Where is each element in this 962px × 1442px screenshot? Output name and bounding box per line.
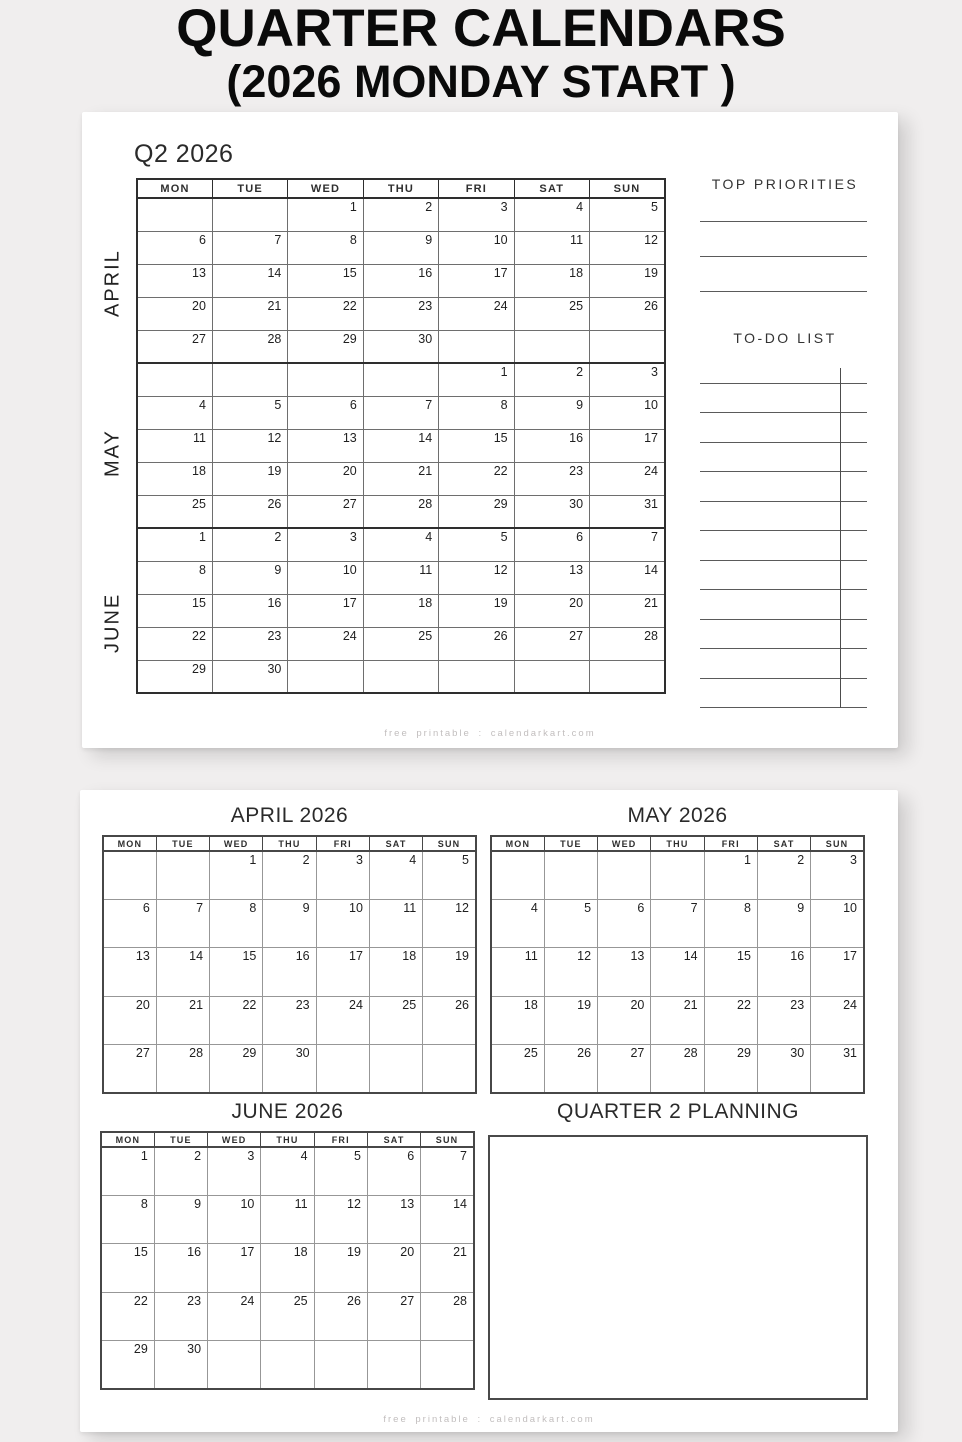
day-cell: 6 xyxy=(288,396,363,429)
weekday-header: TUE xyxy=(212,179,287,198)
empty-day-cell xyxy=(208,1341,261,1389)
day-cell: 3 xyxy=(208,1147,261,1195)
day-cell: 26 xyxy=(212,495,287,528)
writing-line xyxy=(700,679,867,709)
day-cell: 13 xyxy=(598,948,651,996)
day-cell: 17 xyxy=(439,264,514,297)
day-cell: 12 xyxy=(423,899,476,947)
day-cell: 4 xyxy=(514,198,589,231)
empty-day-cell xyxy=(363,363,438,396)
day-cell: 1 xyxy=(137,528,212,561)
writing-line xyxy=(700,222,867,257)
day-cell: 10 xyxy=(439,231,514,264)
day-cell: 27 xyxy=(367,1292,420,1340)
day-cell: 5 xyxy=(314,1147,367,1195)
day-cell: 22 xyxy=(210,996,263,1044)
day-cell: 24 xyxy=(316,996,369,1044)
day-cell: 17 xyxy=(208,1244,261,1292)
day-cell: 30 xyxy=(363,330,438,363)
day-cell: 11 xyxy=(369,899,422,947)
day-cell: 27 xyxy=(103,1045,156,1093)
empty-day-cell xyxy=(212,198,287,231)
day-cell: 8 xyxy=(137,561,212,594)
writing-line xyxy=(700,620,867,650)
day-cell: 13 xyxy=(288,429,363,462)
day-cell: 15 xyxy=(137,594,212,627)
weekday-header: FRI xyxy=(439,179,514,198)
day-cell: 3 xyxy=(590,363,665,396)
day-cell: 23 xyxy=(363,297,438,330)
day-cell: 28 xyxy=(421,1292,474,1340)
day-cell: 6 xyxy=(103,899,156,947)
day-cell: 11 xyxy=(514,231,589,264)
day-cell: 9 xyxy=(363,231,438,264)
empty-day-cell xyxy=(367,1341,420,1389)
q2-calendar-grid xyxy=(136,178,666,694)
weekday-header: SAT xyxy=(514,179,589,198)
day-cell: 16 xyxy=(757,948,810,996)
day-cell: 27 xyxy=(598,1045,651,1093)
day-cell: 6 xyxy=(514,528,589,561)
day-cell: 1 xyxy=(704,851,757,899)
june-mini-title: JUNE 2026 xyxy=(231,1100,344,1123)
day-cell: 9 xyxy=(212,561,287,594)
day-cell: 1 xyxy=(439,363,514,396)
day-cell: 7 xyxy=(156,899,209,947)
empty-day-cell xyxy=(651,851,704,899)
day-cell: 7 xyxy=(212,231,287,264)
monthly-sheet xyxy=(80,790,898,1432)
day-cell: 13 xyxy=(137,264,212,297)
day-cell: 19 xyxy=(314,1244,367,1292)
empty-day-cell xyxy=(137,198,212,231)
day-cell: 23 xyxy=(212,627,287,660)
day-cell: 16 xyxy=(212,594,287,627)
day-cell: 24 xyxy=(288,627,363,660)
weekday-header: THU xyxy=(263,836,316,851)
day-cell: 16 xyxy=(263,948,316,996)
day-cell: 19 xyxy=(212,462,287,495)
day-cell: 3 xyxy=(439,198,514,231)
day-cell: 5 xyxy=(590,198,665,231)
empty-day-cell xyxy=(598,851,651,899)
day-cell: 3 xyxy=(288,528,363,561)
day-cell: 30 xyxy=(154,1341,207,1389)
may-mini-title: MAY 2026 xyxy=(627,804,728,827)
quarter-planning-box xyxy=(488,1135,868,1400)
day-cell: 5 xyxy=(544,899,597,947)
day-cell: 25 xyxy=(491,1045,544,1093)
day-cell: 23 xyxy=(757,996,810,1044)
writing-line xyxy=(700,649,867,679)
day-cell: 24 xyxy=(811,996,864,1044)
month-label-june: JUNE xyxy=(101,592,124,654)
q2-sheet-title: Q2 2026 xyxy=(134,140,234,168)
day-cell: 31 xyxy=(590,495,665,528)
todo-list-title: TO-DO LIST xyxy=(733,330,837,346)
day-cell: 17 xyxy=(316,948,369,996)
writing-line xyxy=(700,502,867,532)
writing-line xyxy=(700,187,867,222)
weekday-header: WED xyxy=(598,836,651,851)
weekday-header: THU xyxy=(651,836,704,851)
day-cell: 26 xyxy=(314,1292,367,1340)
april-mini-title: APRIL 2026 xyxy=(230,804,349,827)
top-priorities-lines xyxy=(700,187,867,292)
day-cell: 1 xyxy=(288,198,363,231)
day-cell: 29 xyxy=(288,330,363,363)
weekday-header: SUN xyxy=(423,836,476,851)
day-cell: 2 xyxy=(514,363,589,396)
day-cell: 2 xyxy=(757,851,810,899)
empty-day-cell xyxy=(439,660,514,693)
empty-day-cell xyxy=(544,851,597,899)
day-cell: 4 xyxy=(137,396,212,429)
day-cell: 20 xyxy=(288,462,363,495)
day-cell: 17 xyxy=(811,948,864,996)
day-cell: 11 xyxy=(363,561,438,594)
weekday-header: FRI xyxy=(314,1132,367,1147)
day-cell: 9 xyxy=(154,1195,207,1243)
day-cell: 4 xyxy=(363,528,438,561)
page-title-line2: (2026 MONDAY START ) xyxy=(226,56,736,107)
day-cell: 29 xyxy=(101,1341,154,1389)
day-cell: 14 xyxy=(651,948,704,996)
day-cell: 31 xyxy=(811,1045,864,1093)
day-cell: 24 xyxy=(590,462,665,495)
todo-list-lines xyxy=(700,354,867,708)
day-cell: 26 xyxy=(423,996,476,1044)
day-cell: 28 xyxy=(590,627,665,660)
day-cell: 18 xyxy=(363,594,438,627)
top-priorities-title: TOP PRIORITIES xyxy=(711,176,859,192)
weekday-header: THU xyxy=(363,179,438,198)
day-cell: 26 xyxy=(590,297,665,330)
empty-day-cell xyxy=(103,851,156,899)
writing-line xyxy=(700,354,867,384)
empty-day-cell xyxy=(514,660,589,693)
empty-day-cell xyxy=(137,363,212,396)
day-cell: 12 xyxy=(212,429,287,462)
day-cell: 25 xyxy=(137,495,212,528)
empty-day-cell xyxy=(369,1045,422,1093)
day-cell: 5 xyxy=(439,528,514,561)
weekday-header: WED xyxy=(210,836,263,851)
day-cell: 21 xyxy=(212,297,287,330)
day-cell: 18 xyxy=(137,462,212,495)
page-title xyxy=(0,0,962,107)
day-cell: 18 xyxy=(261,1244,314,1292)
day-cell: 14 xyxy=(590,561,665,594)
day-cell: 30 xyxy=(757,1045,810,1093)
june-mini-calendar xyxy=(100,1131,475,1390)
day-cell: 12 xyxy=(314,1195,367,1243)
day-cell: 4 xyxy=(369,851,422,899)
day-cell: 21 xyxy=(156,996,209,1044)
day-cell: 10 xyxy=(288,561,363,594)
day-cell: 21 xyxy=(590,594,665,627)
day-cell: 14 xyxy=(212,264,287,297)
todo-list-check-column-line xyxy=(840,368,841,708)
writing-line xyxy=(700,257,867,292)
day-cell: 22 xyxy=(704,996,757,1044)
day-cell: 30 xyxy=(514,495,589,528)
day-cell: 10 xyxy=(316,899,369,947)
writing-line xyxy=(700,384,867,414)
day-cell: 28 xyxy=(651,1045,704,1093)
day-cell: 30 xyxy=(263,1045,316,1093)
day-cell: 9 xyxy=(757,899,810,947)
day-cell: 22 xyxy=(137,627,212,660)
sheet-footer-credit: free printable : calendarkart.com xyxy=(384,728,596,739)
day-cell: 21 xyxy=(363,462,438,495)
day-cell: 25 xyxy=(369,996,422,1044)
day-cell: 15 xyxy=(101,1244,154,1292)
day-cell: 4 xyxy=(261,1147,314,1195)
sheet-footer-credit: free printable : calendarkart.com xyxy=(383,1414,595,1425)
writing-line xyxy=(700,413,867,443)
day-cell: 14 xyxy=(156,948,209,996)
day-cell: 22 xyxy=(101,1292,154,1340)
day-cell: 12 xyxy=(439,561,514,594)
day-cell: 20 xyxy=(514,594,589,627)
day-cell: 25 xyxy=(363,627,438,660)
day-cell: 8 xyxy=(439,396,514,429)
may-mini-calendar xyxy=(490,835,865,1094)
day-cell: 8 xyxy=(704,899,757,947)
empty-day-cell xyxy=(514,330,589,363)
empty-day-cell xyxy=(590,660,665,693)
day-cell: 25 xyxy=(261,1292,314,1340)
day-cell: 22 xyxy=(439,462,514,495)
day-cell: 6 xyxy=(367,1147,420,1195)
day-cell: 26 xyxy=(439,627,514,660)
day-cell: 19 xyxy=(423,948,476,996)
empty-day-cell xyxy=(156,851,209,899)
weekday-header: MON xyxy=(103,836,156,851)
weekday-header: MON xyxy=(137,179,212,198)
q2-quarter-sheet xyxy=(82,112,898,748)
day-cell: 23 xyxy=(263,996,316,1044)
day-cell: 20 xyxy=(137,297,212,330)
day-cell: 28 xyxy=(363,495,438,528)
day-cell: 12 xyxy=(544,948,597,996)
month-label-may: MAY xyxy=(101,429,124,477)
day-cell: 18 xyxy=(491,996,544,1044)
empty-day-cell xyxy=(590,330,665,363)
day-cell: 26 xyxy=(544,1045,597,1093)
weekday-header: SUN xyxy=(811,836,864,851)
day-cell: 7 xyxy=(363,396,438,429)
day-cell: 18 xyxy=(369,948,422,996)
day-cell: 28 xyxy=(156,1045,209,1093)
day-cell: 6 xyxy=(137,231,212,264)
empty-day-cell xyxy=(491,851,544,899)
day-cell: 15 xyxy=(439,429,514,462)
weekday-header: MON xyxy=(491,836,544,851)
day-cell: 13 xyxy=(514,561,589,594)
weekday-header: TUE xyxy=(156,836,209,851)
day-cell: 14 xyxy=(421,1195,474,1243)
weekday-header: SAT xyxy=(757,836,810,851)
day-cell: 6 xyxy=(598,899,651,947)
day-cell: 14 xyxy=(363,429,438,462)
day-cell: 2 xyxy=(212,528,287,561)
empty-day-cell xyxy=(212,363,287,396)
empty-day-cell xyxy=(314,1341,367,1389)
day-cell: 15 xyxy=(288,264,363,297)
page-title-line1: QUARTER CALENDARS xyxy=(176,0,786,58)
day-cell: 19 xyxy=(439,594,514,627)
weekday-header: MON xyxy=(101,1132,154,1147)
day-cell: 16 xyxy=(514,429,589,462)
writing-line xyxy=(700,472,867,502)
day-cell: 7 xyxy=(421,1147,474,1195)
day-cell: 16 xyxy=(363,264,438,297)
day-cell: 9 xyxy=(263,899,316,947)
day-cell: 8 xyxy=(101,1195,154,1243)
weekday-header: WED xyxy=(288,179,363,198)
day-cell: 27 xyxy=(288,495,363,528)
day-cell: 7 xyxy=(590,528,665,561)
writing-line xyxy=(700,531,867,561)
day-cell: 10 xyxy=(590,396,665,429)
empty-day-cell xyxy=(421,1341,474,1389)
empty-day-cell xyxy=(363,660,438,693)
day-cell: 8 xyxy=(210,899,263,947)
day-cell: 2 xyxy=(263,851,316,899)
weekday-header: FRI xyxy=(316,836,369,851)
day-cell: 28 xyxy=(212,330,287,363)
day-cell: 1 xyxy=(101,1147,154,1195)
weekday-header: TUE xyxy=(544,836,597,851)
day-cell: 21 xyxy=(651,996,704,1044)
weekday-header: SAT xyxy=(369,836,422,851)
day-cell: 17 xyxy=(590,429,665,462)
empty-day-cell xyxy=(288,660,363,693)
weekday-header: SUN xyxy=(590,179,665,198)
day-cell: 5 xyxy=(423,851,476,899)
day-cell: 1 xyxy=(210,851,263,899)
month-label-april: APRIL xyxy=(101,249,124,317)
day-cell: 11 xyxy=(491,948,544,996)
day-cell: 24 xyxy=(208,1292,261,1340)
day-cell: 2 xyxy=(363,198,438,231)
day-cell: 12 xyxy=(590,231,665,264)
writing-line xyxy=(700,561,867,591)
day-cell: 20 xyxy=(103,996,156,1044)
day-cell: 29 xyxy=(137,660,212,693)
weekday-header: FRI xyxy=(704,836,757,851)
day-cell: 8 xyxy=(288,231,363,264)
day-cell: 2 xyxy=(154,1147,207,1195)
day-cell: 22 xyxy=(288,297,363,330)
day-cell: 17 xyxy=(288,594,363,627)
day-cell: 21 xyxy=(421,1244,474,1292)
day-cell: 15 xyxy=(704,948,757,996)
day-cell: 7 xyxy=(651,899,704,947)
weekday-header: SAT xyxy=(367,1132,420,1147)
day-cell: 24 xyxy=(439,297,514,330)
day-cell: 9 xyxy=(514,396,589,429)
day-cell: 27 xyxy=(137,330,212,363)
weekday-header: WED xyxy=(208,1132,261,1147)
quarter-planning-title: QUARTER 2 PLANNING xyxy=(557,1100,799,1123)
day-cell: 19 xyxy=(590,264,665,297)
writing-line xyxy=(700,443,867,473)
empty-day-cell xyxy=(261,1341,314,1389)
weekday-header: SUN xyxy=(421,1132,474,1147)
day-cell: 20 xyxy=(598,996,651,1044)
day-cell: 10 xyxy=(208,1195,261,1243)
day-cell: 18 xyxy=(514,264,589,297)
day-cell: 11 xyxy=(261,1195,314,1243)
writing-line xyxy=(700,590,867,620)
day-cell: 13 xyxy=(367,1195,420,1243)
empty-day-cell xyxy=(288,363,363,396)
empty-day-cell xyxy=(423,1045,476,1093)
day-cell: 4 xyxy=(491,899,544,947)
day-cell: 19 xyxy=(544,996,597,1044)
day-cell: 16 xyxy=(154,1244,207,1292)
day-cell: 10 xyxy=(811,899,864,947)
april-mini-calendar xyxy=(102,835,477,1094)
day-cell: 27 xyxy=(514,627,589,660)
empty-day-cell xyxy=(316,1045,369,1093)
day-cell: 3 xyxy=(316,851,369,899)
day-cell: 3 xyxy=(811,851,864,899)
day-cell: 13 xyxy=(103,948,156,996)
day-cell: 29 xyxy=(210,1045,263,1093)
day-cell: 30 xyxy=(212,660,287,693)
weekday-header: TUE xyxy=(154,1132,207,1147)
empty-day-cell xyxy=(439,330,514,363)
day-cell: 5 xyxy=(212,396,287,429)
day-cell: 11 xyxy=(137,429,212,462)
day-cell: 20 xyxy=(367,1244,420,1292)
day-cell: 29 xyxy=(439,495,514,528)
day-cell: 25 xyxy=(514,297,589,330)
day-cell: 23 xyxy=(514,462,589,495)
day-cell: 23 xyxy=(154,1292,207,1340)
day-cell: 29 xyxy=(704,1045,757,1093)
day-cell: 15 xyxy=(210,948,263,996)
weekday-header: THU xyxy=(261,1132,314,1147)
